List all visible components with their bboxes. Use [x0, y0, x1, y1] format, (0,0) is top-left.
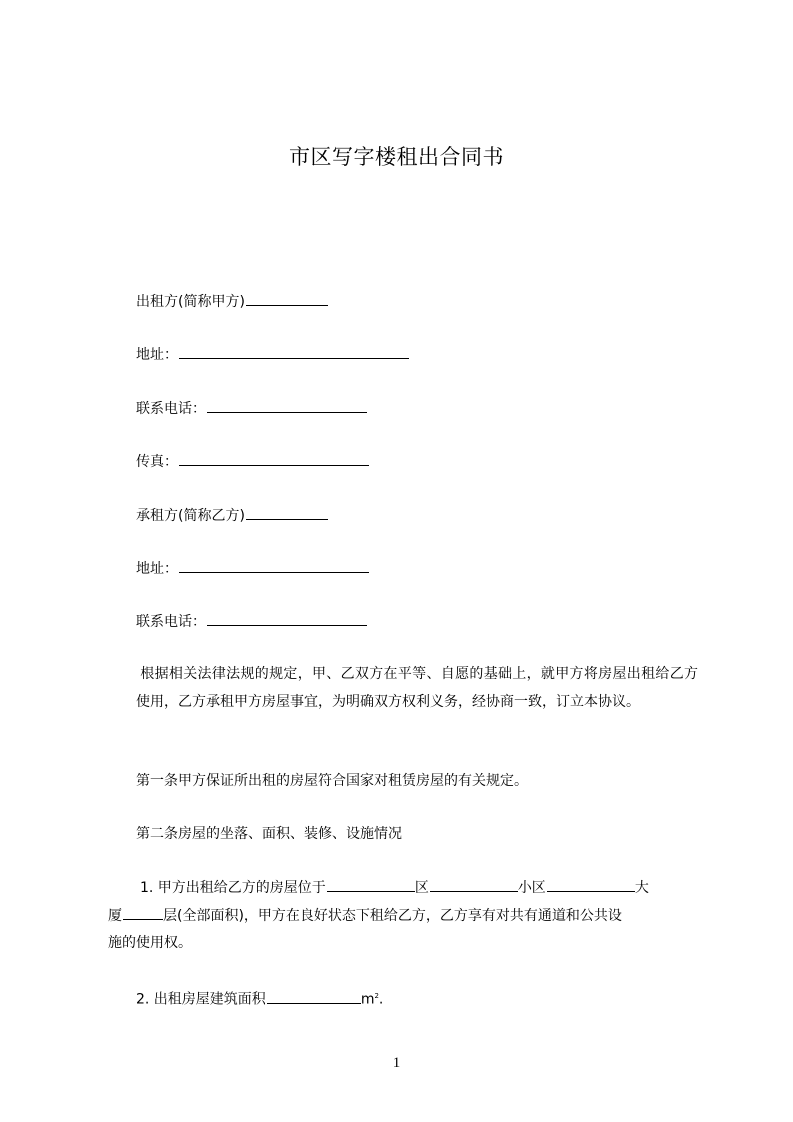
lessee-phone-blank: [207, 611, 367, 626]
lessor-fax-blank: [179, 451, 369, 466]
item-1-community-blank: [547, 877, 635, 892]
lessor-phone-field: [136, 398, 367, 419]
article-2: [136, 824, 402, 844]
lessor-address-blank: [179, 344, 409, 359]
item-1-line-3: [108, 933, 192, 953]
lessor-blank: [246, 291, 328, 306]
item-2: [136, 986, 383, 1010]
page-number: 1: [392, 1055, 401, 1071]
lessor-phone-label: 联系电话：: [136, 401, 206, 417]
lessor-address-field: [136, 344, 409, 365]
item-1-floor-blank: [123, 905, 163, 920]
lessor-label: 出租方(简称甲方): [136, 294, 245, 310]
article-1-text: 第一条甲方保证所出租的房屋符合国家对租赁房屋的有关规定。: [136, 773, 528, 789]
lessor-fax-field: [136, 451, 369, 472]
item-1-community-label: 小区: [517, 880, 546, 896]
item-2-area-blank: [267, 989, 361, 1004]
item-1-line-1: [140, 877, 649, 898]
item-1-line-2-text: 层(全部面积)，甲方在良好状态下租给乙方，乙方享有对共有通道和公共设: [163, 908, 622, 924]
item-1-building-label-2: 厦: [108, 908, 122, 924]
lessor-address-label: 地址：: [136, 347, 178, 363]
item-1-location-blank: [327, 877, 415, 892]
lessee-address-field: [136, 558, 369, 579]
lessee-label: 承租方(简称乙方): [136, 508, 245, 524]
item-2-period: .: [378, 991, 384, 1008]
item-1-text: 1. 甲方出租给乙方的房屋位于: [140, 880, 326, 896]
article-2-text: 第二条房屋的坐落、面积、装修、设施情况: [136, 826, 402, 842]
item-1-district-blank: [430, 877, 518, 892]
lessee-blank: [246, 505, 328, 520]
lessee-address-label: 地址：: [136, 561, 178, 577]
lessee-phone-field: [136, 611, 367, 632]
lessor-fax-label: 传真：: [136, 454, 178, 470]
item-1-building-label: 大: [634, 880, 649, 896]
intro-text: 根据相关法律法规的规定，甲、乙双方在平等、自愿的基础上，就甲方将房屋出租给乙方使用，乙方承租甲方房屋事宜，为明确双方权利义务，经协商一致，订立本协议。: [136, 666, 698, 710]
item-1-district-label: 区: [414, 880, 429, 896]
item-2-unit: m: [360, 991, 375, 1008]
item-2-unit-superscript: 2: [374, 992, 379, 1000]
lessee-phone-label: 联系电话：: [136, 614, 206, 630]
item-1-line-2: [108, 905, 622, 926]
item-1-line-3-text: 施的使用权。: [108, 935, 192, 951]
article-1: [136, 771, 528, 791]
lessee-field: [136, 505, 328, 526]
intro-paragraph: [136, 660, 698, 716]
lessor-field: [136, 291, 328, 312]
document-title: 市区写字楼租出合同书: [289, 145, 504, 169]
item-2-text: 2. 出租房屋建筑面积: [136, 991, 266, 1008]
lessor-phone-blank: [207, 398, 367, 413]
lessee-address-blank: [179, 558, 369, 573]
